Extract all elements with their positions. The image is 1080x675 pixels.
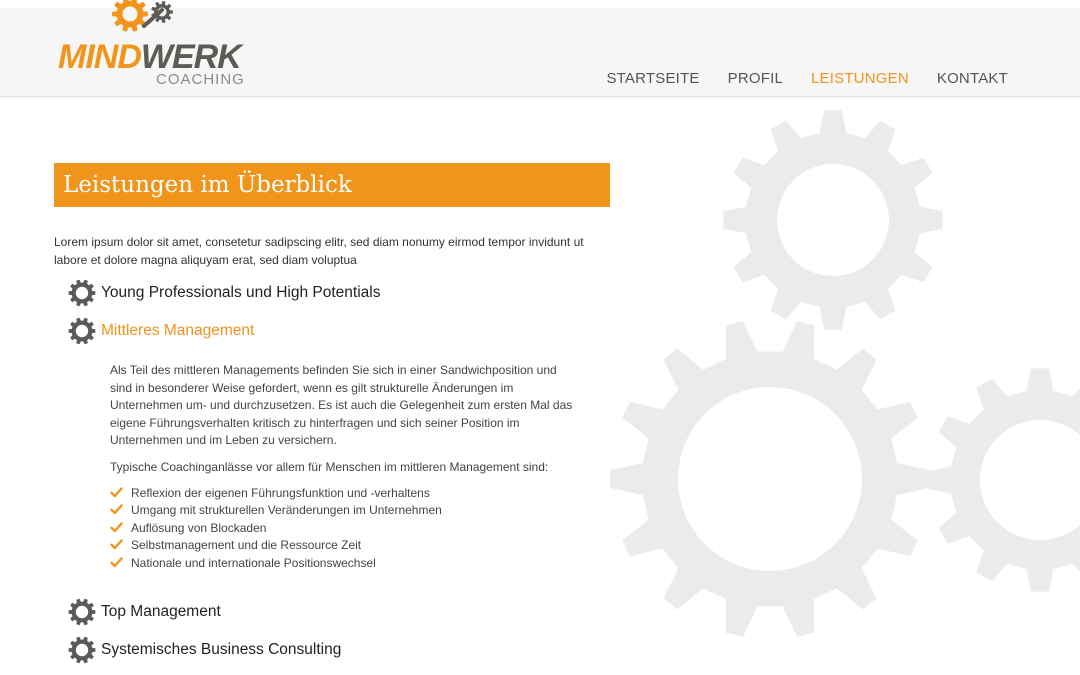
service-label: Young Professionals und High Potentials (101, 284, 381, 301)
gear-icon (68, 598, 96, 626)
list-item-text: Auflösung von Blockaden (131, 520, 267, 535)
panel-paragraph: Als Teil des mittleren Managements befinden Sie sich in einer Sandwichposition und sind in besonderer Weise gefordert, wenn es gilt strukturelle Änderungen im Unternehmen um- und durchzusetzen. Es ist auch die Gelegenheit zum ersten Mal das eigene Führungsverhalten kritisch zu hinterfragen und sich seiner Position im Unternehmen und im Leben zu versichern. (110, 363, 573, 447)
brand-name-part2: WERK (140, 38, 241, 76)
list-item-text: Selbstmanagement und die Ressource Zeit (131, 538, 362, 553)
main-nav (606, 70, 1008, 88)
service-mittleres-management[interactable] (68, 317, 254, 345)
service-young-professionals[interactable] (68, 279, 380, 307)
list-item-text: Umgang mit strukturellen Veränderungen im Unternehmen (131, 503, 442, 518)
list-item (110, 555, 580, 572)
service-label: Mittleres Management (101, 322, 255, 339)
nav-item-kontakt[interactable]: KONTAKT (936, 70, 1008, 87)
list-item (110, 537, 580, 554)
logo[interactable] (56, 0, 256, 100)
list-item (110, 502, 580, 519)
nav-item-startseite[interactable]: STARTSEITE (606, 70, 700, 87)
checkmark-icon (110, 556, 123, 569)
service-label: Systemisches Business Consulting (101, 641, 342, 658)
checkmark-icon (110, 503, 123, 516)
nav-item-profil[interactable]: PROFIL (727, 70, 783, 87)
nav-item-leistungen[interactable]: LEISTUNGEN (811, 70, 909, 87)
checkmark-icon (110, 538, 123, 551)
list-item (110, 485, 580, 502)
checklist (110, 485, 580, 572)
panel-paragraph: Typische Coachinganlässe vor allem für Menschen im mittleren Management sind: (110, 459, 549, 474)
checkmark-icon (110, 486, 123, 499)
brand-name (58, 40, 241, 74)
list-item-text: Nationale und internationale Positionswechsel (131, 555, 376, 570)
service-detail-panel (110, 362, 580, 572)
service-systemisches-business-consulting[interactable] (68, 636, 341, 664)
main-content (54, 163, 614, 269)
background-gears-illustration (600, 96, 1080, 675)
brand-name-part1: MIND (58, 38, 141, 76)
checkmark-icon (110, 521, 123, 534)
page-title: Leistungen im Überblick (54, 163, 610, 207)
service-top-management[interactable] (68, 598, 221, 626)
intro-text: Lorem ipsum dolor sit amet, consetetur sadipscing elitr, sed diam nonumy eirmod tempor invidunt ut labore et dolore magna aliquyam erat, sed diam voluptua (54, 235, 584, 267)
gear-icon (68, 317, 96, 345)
list-item (110, 520, 580, 537)
brand-subtitle: COACHING (156, 71, 245, 88)
site-header (0, 8, 1080, 97)
list-item-text: Reflexion der eigenen Führungsfunktion und -verhaltens (131, 486, 430, 500)
gear-icon (68, 636, 96, 664)
gear-icon (68, 279, 96, 307)
service-label: Top Management (101, 603, 221, 620)
